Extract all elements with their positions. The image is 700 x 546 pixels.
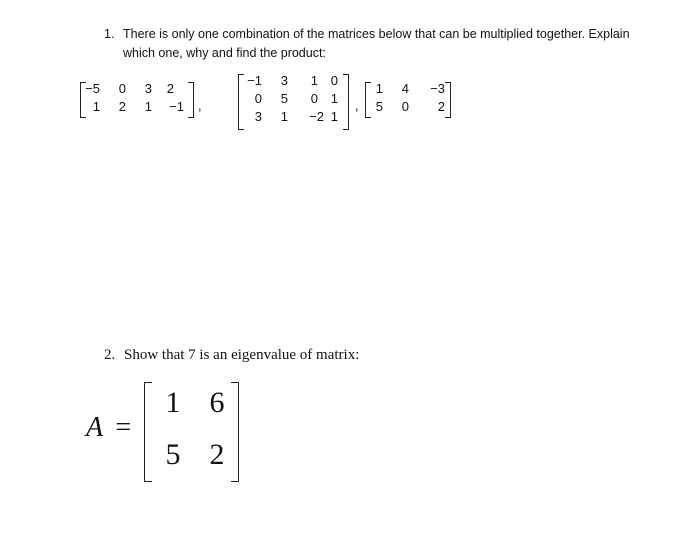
matrix-a-cell: 1 [165, 386, 181, 419]
matrix-2-cell: 1 [330, 91, 338, 106]
matrix-a [144, 382, 244, 482]
matrix-2-cell: 0 [254, 91, 262, 106]
matrix-1-right-bracket [188, 82, 194, 118]
matrix-a-cell: 5 [165, 438, 181, 471]
matrix-2-cell: 0 [330, 73, 338, 88]
matrix-2-cell: 1 [330, 109, 338, 124]
matrix-2-cell: 5 [280, 91, 288, 106]
matrix-2-cell: 3 [254, 109, 262, 124]
question-1-line-2: which one, why and find the product: [123, 46, 326, 60]
matrix-1-cell: 1 [92, 99, 100, 114]
matrix-2-cell: −1 [247, 73, 262, 88]
matrix-a-right-bracket [231, 382, 239, 482]
question-2-number: 2. [104, 347, 116, 363]
question-1-number: 1. [104, 27, 115, 41]
question-1-line-1: There is only one combination of the matrices below that can be multiplied together. Explain [123, 27, 630, 41]
matrix-3-right-bracket [445, 82, 451, 118]
matrix-1-cell: 2 [166, 81, 174, 96]
matrix-2-separator: , [355, 98, 359, 113]
matrix-2-cell: 3 [280, 73, 288, 88]
matrix-1-cell: 2 [118, 99, 126, 114]
matrix-a-left-bracket [144, 382, 152, 482]
matrix-2-cell: 1 [310, 73, 318, 88]
question-2-text: Show that 7 is an eigenvalue of matrix: [124, 347, 360, 363]
matrix-3 [365, 80, 465, 120]
matrix-3-cell: 5 [375, 99, 383, 114]
matrix-1-cell: 3 [144, 81, 152, 96]
matrix-1-cell: −5 [85, 81, 100, 96]
matrix-3-cell: 1 [375, 81, 383, 96]
matrix-3-cell: 2 [437, 99, 445, 114]
matrix-2-cell: −2 [309, 109, 324, 124]
matrix-3-cell: 0 [401, 99, 409, 114]
matrix-1-cell: 1 [144, 99, 152, 114]
matrix-1-cell: −1 [169, 99, 184, 114]
matrix-3-cell: −3 [430, 81, 445, 96]
matrix-3-cell: 4 [401, 81, 409, 96]
matrix-1-separator: , [198, 98, 202, 113]
matrix-a-cell: 2 [209, 438, 225, 471]
matrix-a-cell: 6 [209, 386, 225, 419]
matrix-2-cell: 1 [280, 109, 288, 124]
matrix-2-right-bracket [343, 74, 349, 130]
matrix-2 [238, 72, 353, 132]
matrix-1 [80, 80, 200, 120]
matrix-2-cell: 0 [310, 91, 318, 106]
matrix-1-cell: 0 [118, 81, 126, 96]
matrix-a-label: A = [86, 412, 135, 443]
